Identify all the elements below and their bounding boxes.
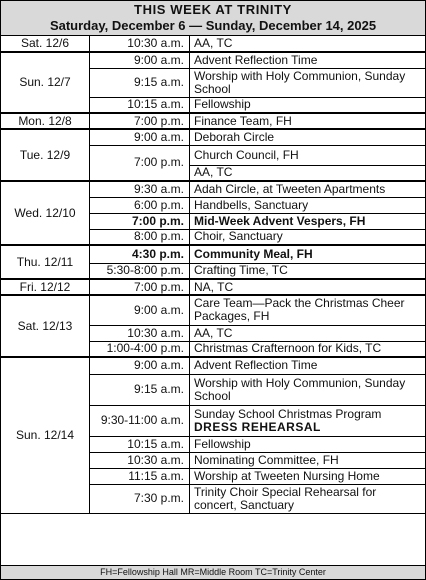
event-cell: Worship at Tweeten Nursing Home <box>190 468 426 484</box>
event-cell: Community Meal, FH <box>190 245 426 263</box>
day-cell: Sun. 12/7 <box>1 52 90 113</box>
schedule-row <box>1 113 425 129</box>
date-range: Saturday, December 6 — Sunday, December 14, 2025 <box>49 18 377 33</box>
time-cell: 6:00 p.m. <box>90 197 190 213</box>
legend-footer: FH=Fellowship Hall MR=Middle Room TC=Trinity Center <box>1 565 425 579</box>
day-cell: Thu. 12/11 <box>1 245 90 279</box>
time-cell: 7:00 p.m. <box>90 213 190 229</box>
time-cell: 7:00 p.m. <box>90 279 190 295</box>
time-cell: 7:00 p.m. <box>90 113 190 129</box>
event-cell: Worship with Holy Communion, Sunday School <box>190 374 426 405</box>
schedule-row <box>1 357 425 374</box>
event-cell: Care Team—Pack the Christmas Cheer Packages, FH <box>190 295 426 325</box>
event-cell: Nominating Committee, FH <box>190 452 426 468</box>
event-cell: Choir, Sanctuary <box>190 229 426 245</box>
day-cell: Sat. 12/13 <box>1 295 90 357</box>
event-cell: NA, TC <box>190 279 426 295</box>
time-cell: 8:00 p.m. <box>90 229 190 245</box>
schedule-row <box>1 181 425 197</box>
time-cell: 9:15 a.m. <box>90 374 190 405</box>
schedule-row <box>1 279 425 295</box>
event-cell: Adah Circle, at Tweeten Apartments <box>190 181 426 197</box>
day-cell: Tue. 12/9 <box>1 129 90 181</box>
event-cell <box>190 405 426 436</box>
event-cell: Deborah Circle <box>190 129 426 145</box>
time-cell: 9:30 a.m. <box>90 181 190 197</box>
event-text: Sunday School Christmas Program <box>194 406 382 421</box>
event-cell: Advent Reflection Time <box>190 357 426 374</box>
event-cell: Advent Reflection Time <box>190 52 426 68</box>
event-cell: Christmas Crafternoon for Kids, TC <box>190 341 426 357</box>
event-cell: Church Council, FH <box>190 145 426 165</box>
schedule-table <box>1 36 425 514</box>
time-cell: 4:30 p.m. <box>90 245 190 263</box>
day-cell: Mon. 12/8 <box>1 113 90 129</box>
time-cell: 9:00 a.m. <box>90 357 190 374</box>
time-cell: 10:15 a.m. <box>90 436 190 452</box>
schedule-row <box>1 52 425 68</box>
time-cell: 11:15 a.m. <box>90 468 190 484</box>
event-cell: Handbells, Sanctuary <box>190 197 426 213</box>
event-emphasis: DRESS REHEARSAL <box>194 419 321 434</box>
day-cell: Wed. 12/10 <box>1 181 90 245</box>
time-cell: 10:30 a.m. <box>90 452 190 468</box>
event-cell: Crafting Time, TC <box>190 263 426 279</box>
event-cell: Mid-Week Advent Vespers, FH <box>190 213 426 229</box>
time-cell: 7:00 p.m. <box>90 145 190 181</box>
event-cell: Finance Team, FH <box>190 113 426 129</box>
page-title: THIS WEEK AT TRINITY <box>134 2 292 17</box>
day-cell: Sat. 12/6 <box>1 36 90 52</box>
schedule-row <box>1 36 425 52</box>
time-cell: 9:00 a.m. <box>90 129 190 145</box>
event-cell: Trinity Choir Special Rehearsal for concert, Sanctuary <box>190 484 426 513</box>
schedule-row <box>1 129 425 145</box>
time-cell: 10:15 a.m. <box>90 97 190 113</box>
event-cell: AA, TC <box>190 36 426 52</box>
day-cell: Fri. 12/12 <box>1 279 90 295</box>
event-cell: Fellowship <box>190 436 426 452</box>
time-cell: 9:15 a.m. <box>90 68 190 97</box>
time-cell: 7:30 p.m. <box>90 484 190 513</box>
time-cell: 5:30-8:00 p.m. <box>90 263 190 279</box>
schedule-row <box>1 295 425 325</box>
time-cell: 10:30 a.m. <box>90 325 190 341</box>
time-cell: 1:00-4:00 p.m. <box>90 341 190 357</box>
schedule-row <box>1 245 425 263</box>
event-cell: Fellowship <box>190 97 426 113</box>
time-cell: 9:00 a.m. <box>90 52 190 68</box>
time-cell: 9:30-11:00 a.m. <box>90 405 190 436</box>
event-cell: Worship with Holy Communion, Sunday School <box>190 68 426 97</box>
day-cell: Sun. 12/14 <box>1 357 90 513</box>
event-cell: AA, TC <box>190 165 426 181</box>
header <box>1 1 425 36</box>
event-cell: AA, TC <box>190 325 426 341</box>
time-cell: 10:30 a.m. <box>90 36 190 52</box>
time-cell: 9:00 a.m. <box>90 295 190 325</box>
